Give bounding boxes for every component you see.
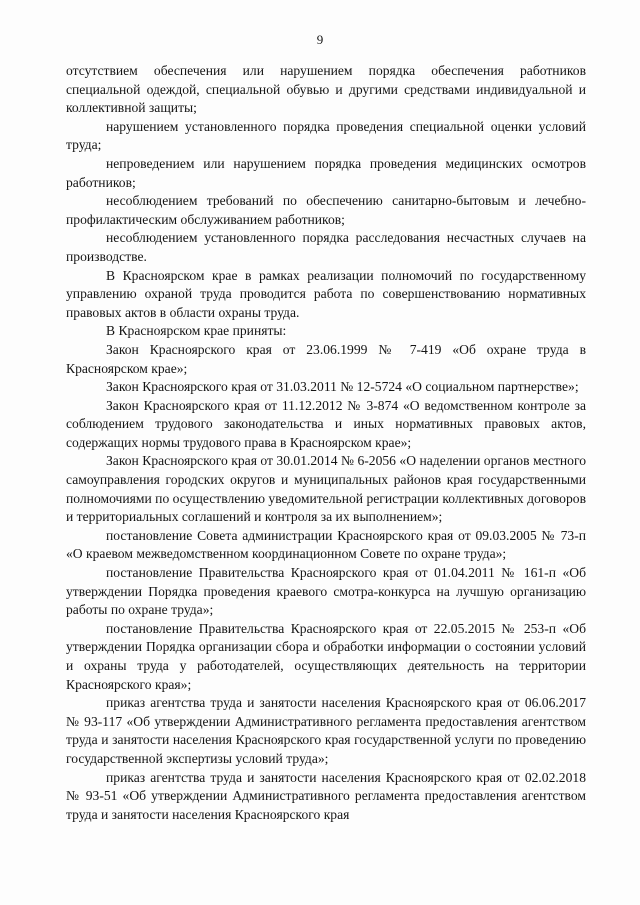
paragraph: непроведением или нарушением порядка проведения медицинских осмотров работников;: [66, 155, 586, 190]
paragraph: Закон Красноярского края от 11.12.2012 № 3-874 «О ведомственном контроле за соблюдением трудового законодательства и иных нормативных правовых актов, содержащих нормы трудового права в Красноярском крае»;: [66, 397, 586, 450]
paragraph: отсутствием обеспечения или нарушением порядка обеспечения работников специальной одеждой, специальной обувью и другими средствами индивидуальной и коллективной защиты;: [66, 63, 586, 116]
page-number: 9: [316, 32, 324, 47]
paragraph: постановление Совета администрации Красноярского края от 09.03.2005 № 73-п «О краевом межведомственном координационном Совете по охране труда»;: [66, 527, 586, 562]
paragraph: несоблюдением требований по обеспечению санитарно-бытовым и лечебно-профилактическим обслуживанием работников;: [66, 193, 586, 227]
paragraph: В Красноярском крае в рамках реализации полномочий по государственному управлению охраной труда проводится работа по совершенствованию нормативных правовых актов в области охраны труда.: [66, 267, 586, 320]
paragraph: нарушением установленного порядка проведения специальной оценки условий труда;: [66, 118, 586, 153]
paragraph: несоблюдением установленного порядка расследования несчастных случаев на производстве.: [66, 230, 586, 264]
paragraph: приказ агентства труда и занятости населения Красноярского края от 06.06.2017 № 93-117 «Об утверждении Административного регламента предоставления агентством труда и занятости населения Красноярского края государственной услуги по проведению государственной экспертизы условий труда»;: [66, 695, 586, 766]
paragraph: Закон Красноярского края от 30.01.2014 № 6-2056 «О наделении органов местного самоуправления городских округов и муниципальных районов края государственными полномочиями по осуществлению уведомительной регистрации коллективных договоров и территориальных соглашений и контроля за их выполнением»;: [66, 453, 586, 525]
paragraph: В Красноярском крае приняты:: [106, 323, 287, 339]
paragraph: постановление Правительства Красноярского края от 22.05.2015 № 253-п «Об утверждении Порядка организации сбора и обработки информации о состоянии условий и охраны труда у работодателей, осуществляющих деятельность на территории Красноярского края»;: [66, 620, 586, 692]
document-body: [66, 62, 586, 824]
paragraph: постановление Правительства Красноярского края от 01.04.2011 № 161-п «Об утверждении Порядка проведения краевого смотра-конкурса на лучшую организацию работы по охране труда»;: [66, 565, 586, 618]
paragraph: Закон Красноярского края от 31.03.2011 № 12-5724 «О социальном партнерстве»;: [106, 379, 579, 395]
paragraph: Закон Красноярского края от 23.06.1999 № 7-419 «Об охране труда в Красноярском крае»;: [66, 341, 586, 376]
paragraph: приказ агентства труда и занятости населения Красноярского края от 02.02.2018 № 93-51 «Об утверждении Административного регламента предоставления агентством труда и занятости населения Красноярского края: [66, 769, 586, 822]
